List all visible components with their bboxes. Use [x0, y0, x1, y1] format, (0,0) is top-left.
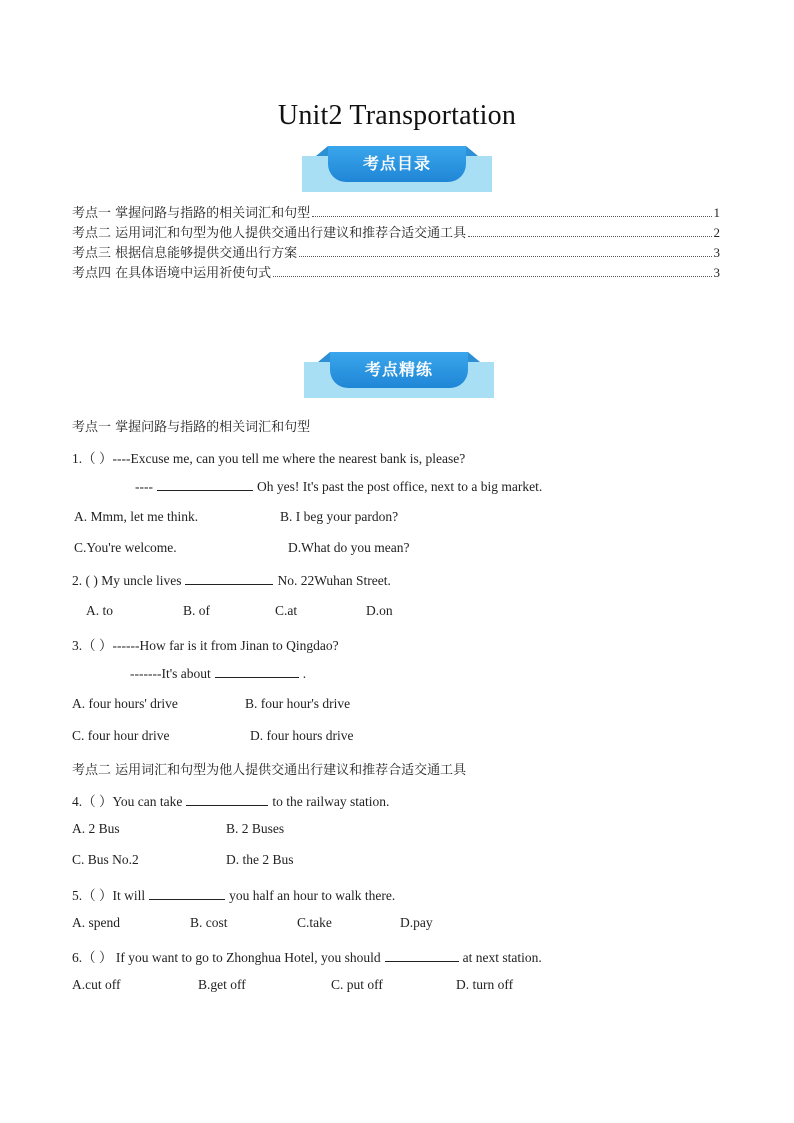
question-5-stem: 5.（ ）It will you half an hour to walk there. [72, 888, 396, 903]
question-3-reply: -------It's about . [130, 666, 307, 681]
question-4-stem: 4.（ ）You can take to the railway station. [72, 794, 390, 809]
option-5b[interactable]: B. cost [190, 915, 228, 930]
option-5a[interactable]: A. spend [72, 915, 120, 930]
answer-blank[interactable] [149, 887, 225, 900]
option-2d[interactable]: D.on [366, 603, 393, 618]
toc-row-4[interactable]: 考点四 在具体语境中运用祈使句式 3 [72, 265, 720, 281]
option-3a[interactable]: A. four hours' drive [72, 696, 178, 711]
answer-blank[interactable] [185, 572, 273, 585]
question-6-stem: 6.（ ） If you want to go to Zhonghua Hotel, you should at next station. [72, 950, 542, 965]
option-2c[interactable]: C.at [275, 603, 298, 618]
question-1-stem: 1.（ ）----Excuse me, can you tell me where the nearest bank is, please? [72, 451, 466, 466]
option-4b[interactable]: B. 2 Buses [226, 821, 285, 836]
option-1d[interactable]: D.What do you mean? [288, 540, 410, 555]
section-heading-2: 考点二 运用词汇和句型为他人提供交通出行建议和推荐合适交通工具 [72, 763, 467, 778]
toc-banner [302, 146, 492, 192]
option-6b[interactable]: B.get off [198, 977, 246, 992]
toc-row-1[interactable]: 考点一 掌握问路与指路的相关词汇和句型 1 [72, 205, 720, 221]
toc-banner-label: 考点目录 [328, 146, 466, 182]
option-5c[interactable]: C.take [297, 915, 332, 930]
page-title: Unit2 Transportation [277, 100, 517, 131]
option-4d[interactable]: D. the 2 Bus [226, 852, 294, 867]
answer-blank[interactable] [215, 665, 299, 678]
option-4a[interactable]: A. 2 Bus [72, 821, 120, 836]
option-2a[interactable]: A. to [86, 603, 113, 618]
section-heading-1: 考点一 掌握问路与指路的相关词汇和句型 [72, 420, 311, 435]
option-1c[interactable]: C.You're welcome. [74, 540, 177, 555]
question-1-reply: ---- Oh yes! It's past the post office, next to a big market. [135, 479, 543, 494]
option-6a[interactable]: A.cut off [72, 977, 121, 992]
option-3d[interactable]: D. four hours drive [250, 728, 354, 743]
option-3b[interactable]: B. four hour's drive [245, 696, 351, 711]
toc-row-2[interactable]: 考点二 运用词汇和句型为他人提供交通出行建议和推荐合适交通工具 2 [72, 225, 720, 241]
question-2-stem: 2. ( ) My uncle lives No. 22Wuhan Street. [72, 573, 391, 588]
toc-row-3[interactable]: 考点三 根据信息能够提供交通出行方案 3 [72, 245, 720, 261]
answer-blank[interactable] [186, 793, 268, 806]
option-6c[interactable]: C. put off [331, 977, 383, 992]
option-3c[interactable]: C. four hour drive [72, 728, 170, 743]
option-5d[interactable]: D.pay [400, 915, 433, 930]
option-2b[interactable]: B. of [183, 603, 210, 618]
option-1a[interactable]: A. Mmm, let me think. [74, 509, 199, 524]
practice-banner [304, 352, 494, 398]
option-4c[interactable]: C. Bus No.2 [72, 852, 139, 867]
option-6d[interactable]: D. turn off [456, 977, 514, 992]
question-3-stem: 3.（ ）------How far is it from Jinan to Qingdao? [72, 638, 339, 653]
practice-banner-label: 考点精练 [330, 352, 468, 388]
option-1b[interactable]: B. I beg your pardon? [280, 509, 399, 524]
answer-blank[interactable] [385, 949, 459, 962]
answer-blank[interactable] [157, 478, 253, 491]
